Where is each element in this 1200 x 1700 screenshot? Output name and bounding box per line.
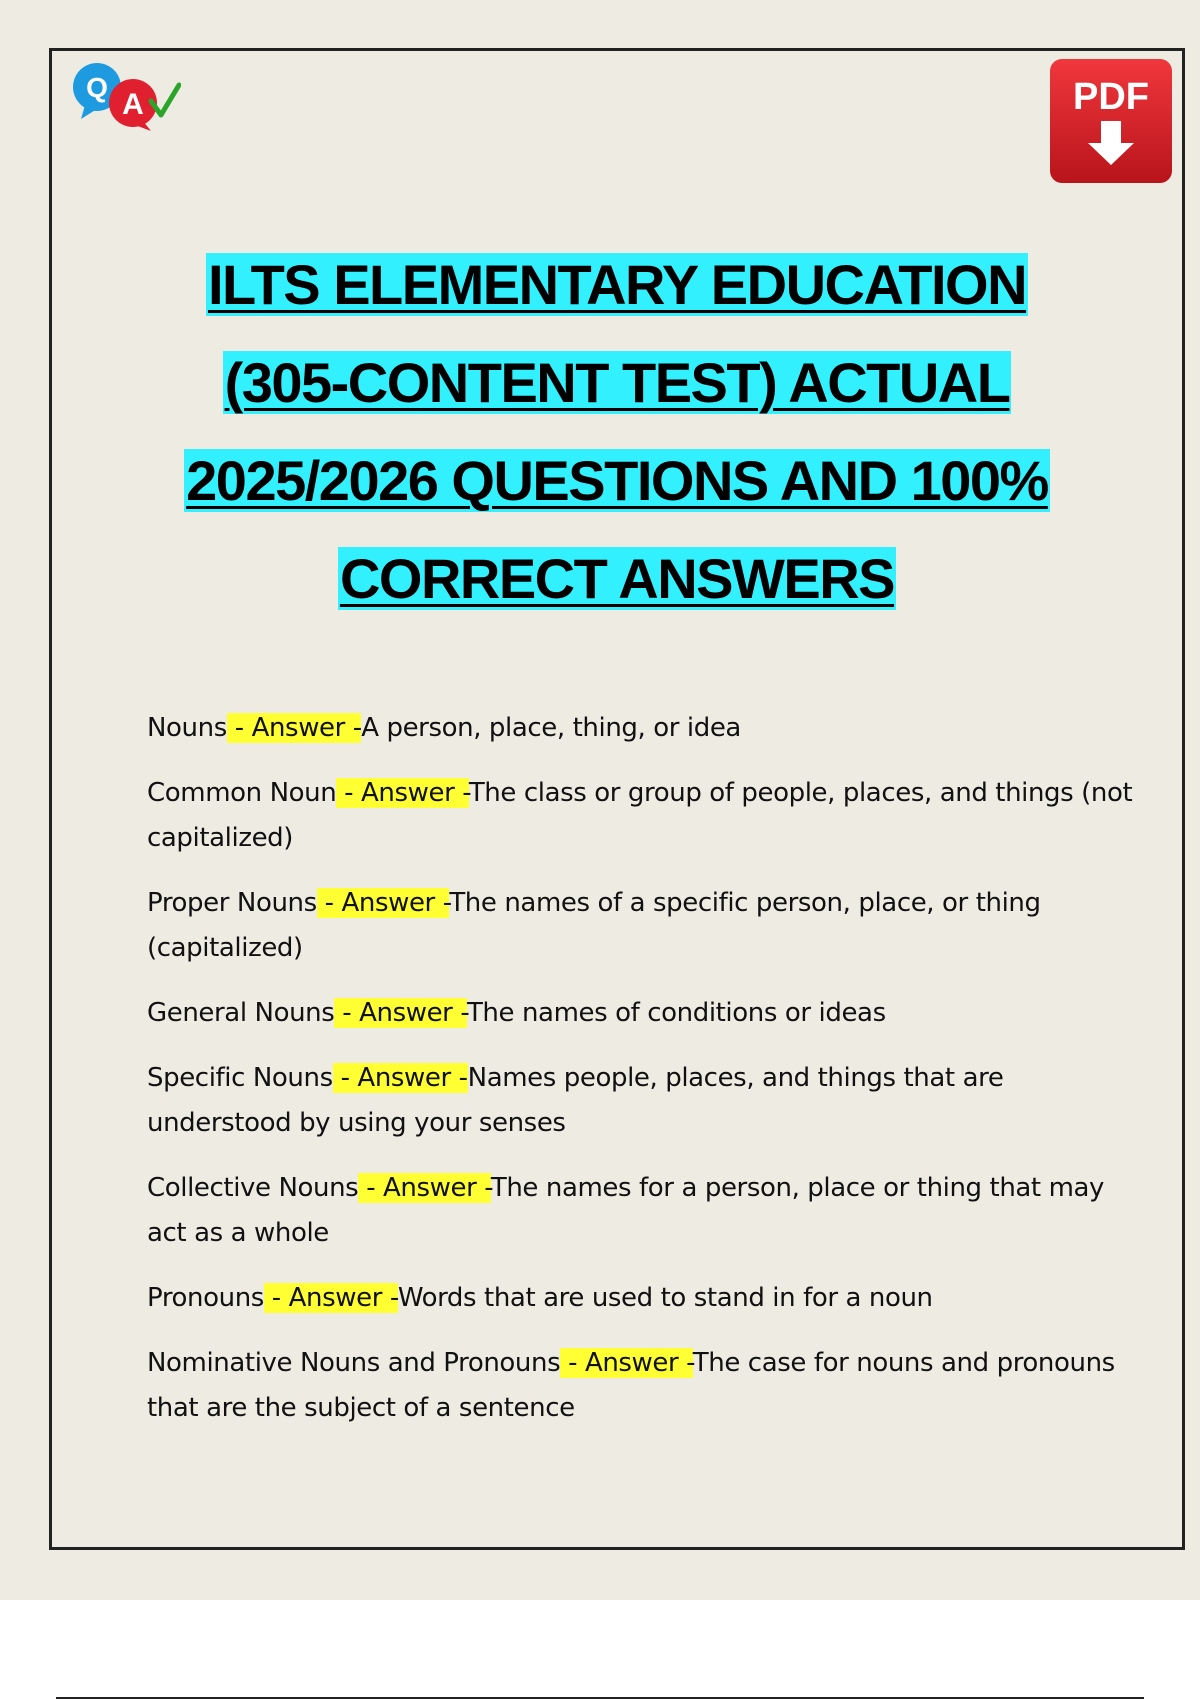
entry-term: Pronouns: [147, 1283, 264, 1313]
answer-label: - Answer -: [263, 1283, 398, 1313]
answer-label: - Answer -: [316, 888, 450, 918]
entry-definition: The names of conditions or ideas: [466, 998, 886, 1028]
answer-label: - Answer -: [332, 1063, 468, 1093]
document-title: [52, 236, 1182, 628]
entry-definition: The class or group of people, places, and things (not capitalized): [147, 778, 1133, 853]
entry-term: Nominative Nouns and Pronouns: [147, 1348, 561, 1378]
qa-entry: [147, 1341, 1147, 1431]
footer-divider: [56, 1697, 1144, 1699]
entry-definition: A person, place, thing, or idea: [361, 713, 741, 743]
qa-checkmark-icon: [71, 61, 181, 131]
pdf-download-icon[interactable]: [1048, 57, 1174, 185]
entry-term: Specific Nouns: [147, 1063, 333, 1093]
entry-definition: The names for a person, place or thing that may act as a whole: [147, 1173, 1105, 1248]
answer-label: - Answer -: [560, 1348, 693, 1378]
answer-label: - Answer -: [358, 1173, 491, 1203]
qa-entry: [147, 881, 1147, 971]
entry-definition: The names of a specific person, place, or thing (capitalized): [147, 888, 1041, 963]
title-line-3: 2025/2026 QUESTIONS AND 100%: [186, 449, 1048, 512]
qa-entry: [147, 771, 1147, 861]
logo-q-letter: Q: [86, 72, 108, 103]
entry-definition: Words that are used to stand in for a noun: [397, 1283, 933, 1313]
document-page: [49, 48, 1185, 1550]
qa-entry: [147, 991, 1147, 1036]
answer-label: - Answer -: [226, 713, 362, 743]
entry-term: Common Noun: [147, 778, 337, 808]
qa-entry: [147, 1276, 1147, 1321]
entry-term: Proper Nouns: [147, 888, 317, 918]
title-line-1: ILTS ELEMENTARY EDUCATION: [207, 253, 1027, 316]
title-line-2: (305-CONTENT TEST) ACTUAL: [224, 351, 1010, 414]
entry-term: Collective Nouns: [147, 1173, 359, 1203]
entry-definition: Names people, places, and things that are understood by using your senses: [147, 1063, 1004, 1138]
entry-term: Nouns: [147, 713, 227, 743]
qa-entry: [147, 1166, 1147, 1256]
title-line-4: CORRECT ANSWERS: [339, 547, 895, 610]
qa-entry: [147, 706, 1147, 751]
logo-a-letter: A: [122, 88, 144, 121]
answer-label: - Answer -: [334, 998, 467, 1028]
qa-entry-list: [147, 706, 1147, 1451]
entry-definition: The case for nouns and pronouns that are the subject of a sentence: [147, 1348, 1115, 1423]
entry-term: General Nouns: [147, 998, 335, 1028]
pdf-label: PDF: [1073, 76, 1149, 118]
answer-label: - Answer -: [336, 778, 469, 808]
qa-entry: [147, 1056, 1147, 1146]
